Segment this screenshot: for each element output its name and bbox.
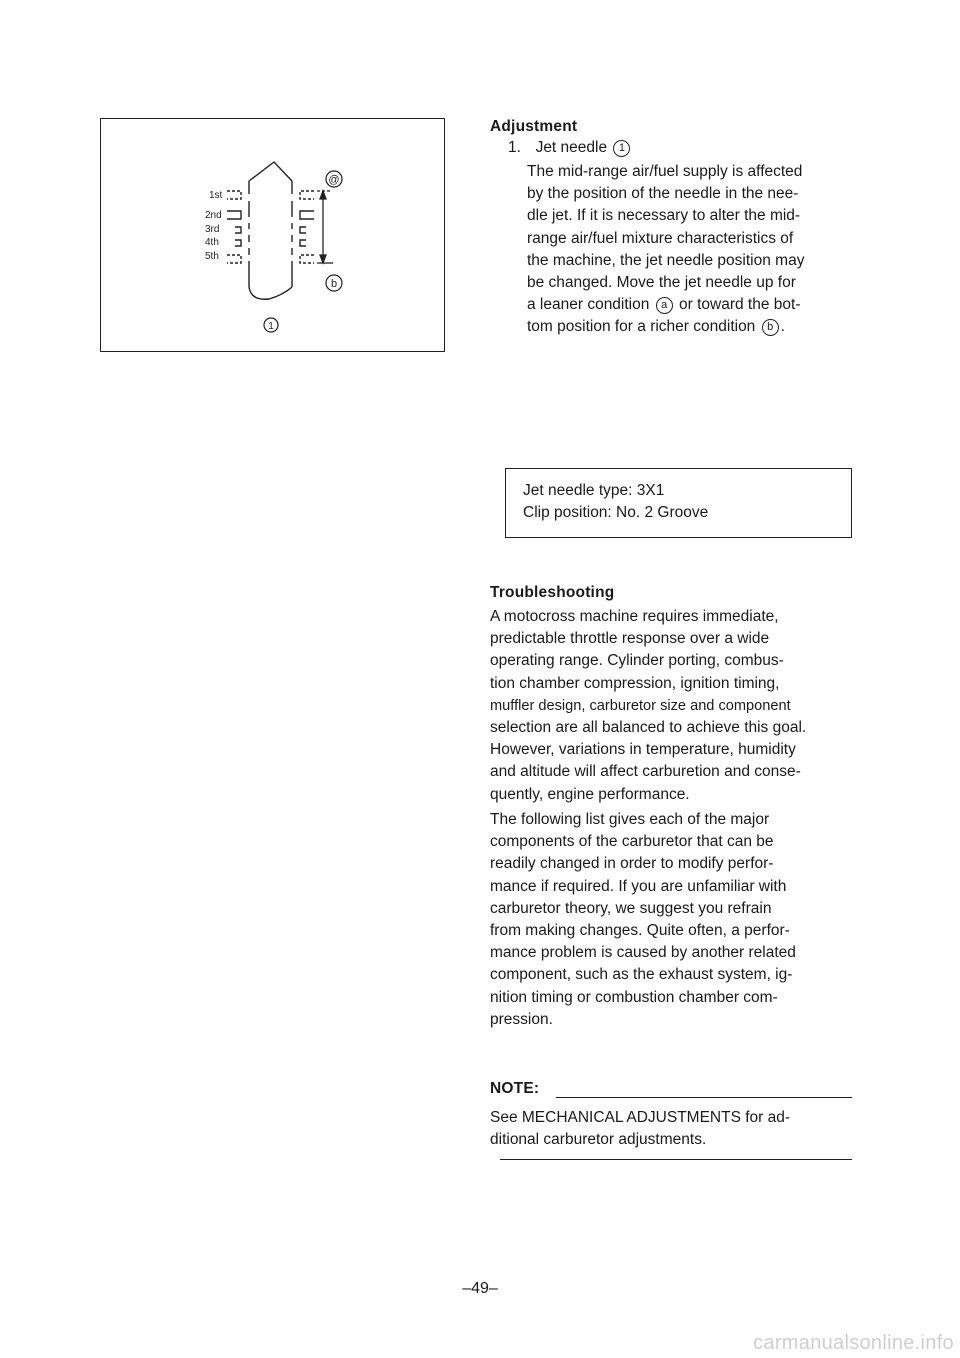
jet-needle-figure (100, 118, 445, 352)
groove-label-4th: 4th (205, 237, 219, 248)
note-label: NOTE: (490, 1080, 540, 1097)
adjustment-body (527, 161, 852, 339)
text-line: readily changed in order to modify perfor- (490, 855, 774, 873)
text-line: The following list gives each of the major (490, 811, 770, 828)
text-line: carburetor theory, we suggest you refrain (490, 899, 772, 917)
range-arrow (317, 191, 333, 263)
adjustment-line: range air/fuel mixture characteristics of (527, 229, 794, 247)
needle-bottom (249, 287, 292, 299)
text-line: However, variations in temperature, humidity (490, 741, 796, 759)
troubleshooting-heading: Troubleshooting (490, 584, 615, 601)
text-line: predictable throttle response over a wide (490, 630, 770, 648)
text-line: and altitude will affect carburetion and conse- (490, 763, 801, 781)
step-number: 1. (508, 139, 521, 156)
text-line: muffler design, carburetor size and component (490, 697, 791, 714)
clip-grooves (227, 191, 314, 263)
text-line: mance if required. If you are unfamiliar with (490, 877, 787, 895)
text-line: tion chamber compression, ignition timing, (490, 674, 780, 692)
text-line: from making changes. Quite often, a perfor- (490, 922, 790, 940)
groove-label-2nd: 2nd (205, 210, 222, 221)
adjustment-line: be changed. Move the jet needle up for (527, 274, 796, 292)
marker-b: b (762, 319, 779, 336)
label-b (326, 275, 342, 291)
text-line: nition timing or combustion chamber com- (490, 988, 778, 1006)
text-line: selection are all balanced to achieve this goal. (490, 719, 807, 737)
text-line: components of the carburetor that can be (490, 833, 774, 851)
troubleshooting-paragraph-1 (490, 606, 855, 806)
adjustment-line: tom position for a richer condition b . (527, 318, 785, 336)
marker-a: a (656, 297, 673, 314)
adjustment-line: the machine, the jet needle position may (527, 251, 805, 269)
adjustment-heading: Adjustment (490, 118, 578, 135)
adjustment-line: by the position of the needle in the nee- (527, 185, 799, 203)
groove-label-3rd: 3rd (205, 224, 220, 235)
step-title: Jet needle (535, 139, 608, 156)
text-line: A motocross machine requires immediate, (490, 608, 779, 625)
text-line: operating range. Cylinder porting, combus- (490, 652, 784, 670)
label-1 (264, 318, 278, 332)
step-marker: 1 (613, 140, 630, 157)
groove-label-5th: 5th (205, 251, 219, 262)
label-a (326, 171, 342, 187)
note-body (490, 1107, 855, 1151)
adjustment-step-1 (508, 139, 632, 157)
adjustment-line: The mid-range air/fuel supply is affected (527, 163, 803, 180)
text-line: ditional carburetor adjustments. (490, 1131, 707, 1149)
svg-text:b: b (330, 278, 338, 290)
text-line: quently, engine performance. (490, 785, 690, 803)
spec-jet-needle-type: Jet needle type: 3X1 (523, 482, 665, 499)
svg-text:1: 1 (268, 321, 274, 332)
text-line: mance problem is caused by another related (490, 944, 796, 962)
adjustment-line: dle jet. If it is necessary to alter the mid- (527, 207, 801, 225)
spec-box (505, 468, 852, 538)
text-line: pression. (490, 1010, 553, 1028)
note-top-rule (556, 1097, 852, 1098)
adjustment-line: a leaner condition a or toward the bot- (527, 296, 801, 314)
groove-label-1st: 1st (209, 190, 223, 201)
jet-needle-diagram (101, 119, 446, 353)
svg-text:@: @ (328, 174, 340, 186)
note-bottom-rule (500, 1159, 852, 1160)
watermark: carmanualsonline.info (753, 1332, 954, 1354)
text-line: component, such as the exhaust system, ig- (490, 966, 793, 984)
text-line: See MECHANICAL ADJUSTMENTS for ad- (490, 1109, 791, 1126)
troubleshooting-paragraph-2 (490, 809, 855, 1031)
spec-clip-position: Clip position: No. 2 Groove (523, 504, 709, 521)
page-number: –49– (462, 1280, 498, 1297)
needle-tip (249, 162, 292, 181)
